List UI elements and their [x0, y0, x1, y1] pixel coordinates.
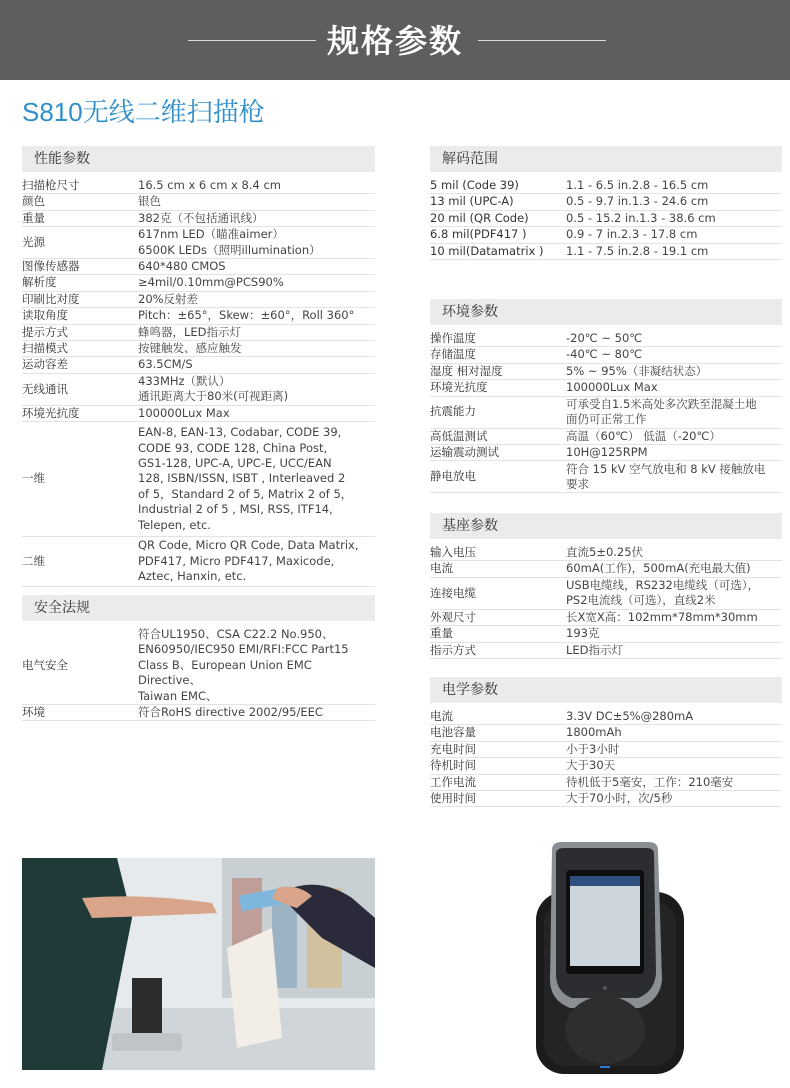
- spec-value: Pitch：±65°，Skew：±60°，Roll 360°: [138, 308, 355, 323]
- spec-row: [430, 725, 782, 741]
- spec-value: 100000Lux Max: [566, 380, 658, 395]
- spec-value: 大于70小时，次/5秒: [566, 791, 673, 806]
- spec-value: 0.9 - 7 in.2.3 - 17.8 cm: [566, 227, 698, 242]
- spec-value: 1.1 - 6.5 in.2.8 - 16.5 cm: [566, 178, 709, 192]
- spec-label: 工作电流: [430, 774, 476, 789]
- spec-row: [430, 758, 782, 774]
- spec-value: 382克（不包括通讯线）: [138, 210, 264, 225]
- spec-label: 环境: [22, 705, 45, 720]
- spec-label: 电池容量: [430, 725, 476, 740]
- spec-row: [22, 227, 375, 259]
- base-section: [430, 513, 782, 659]
- spec-value: 小于3小时: [566, 741, 620, 756]
- spec-row: [22, 357, 375, 373]
- header-banner: [0, 0, 790, 80]
- spec-label: 操作温度: [430, 331, 476, 345]
- spec-value: 银色: [138, 194, 161, 209]
- spec-row: [22, 259, 375, 275]
- spec-row: [430, 397, 782, 429]
- spec-value: 3.3V DC±5%@280mA: [566, 709, 694, 723]
- spec-label: 扫描枪尺寸: [22, 178, 80, 192]
- spec-row: [430, 626, 782, 642]
- store-scene-illustration: [22, 858, 375, 1070]
- spec-label: 重量: [430, 626, 453, 641]
- spec-label: 20 mil (QR Code): [430, 210, 529, 225]
- spec-value: LED指示灯: [566, 642, 624, 657]
- spec-row: [430, 331, 782, 347]
- spec-value: 大于30天: [566, 758, 616, 773]
- spec-row: [430, 227, 782, 243]
- spec-label: 10 mil(Datamatrix ): [430, 243, 544, 258]
- spec-row: [430, 347, 782, 363]
- banner-divider-right: [478, 40, 606, 41]
- safety-section: [22, 595, 375, 721]
- spec-label: 运动容差: [22, 357, 68, 372]
- spec-label: 13 mil (UPC-A): [430, 194, 514, 209]
- spec-label: 提示方式: [22, 324, 68, 339]
- spec-row: [22, 341, 375, 357]
- spec-row: [430, 561, 782, 577]
- spec-value: -40℃ ~ 80℃: [566, 347, 643, 362]
- spec-row: [430, 742, 782, 758]
- spec-label: 光源: [22, 234, 45, 249]
- spec-label: 重量: [22, 210, 45, 225]
- performance-section: [22, 146, 375, 587]
- section-header: 安全法规: [22, 595, 375, 621]
- spec-label: 连接电缆: [430, 585, 476, 600]
- spec-value: 0.5 - 15.2 in.1.3 - 38.6 cm: [566, 210, 716, 225]
- spec-value: 按键触发、感应触发: [138, 341, 242, 356]
- spec-value: 符合UL1950、CSA C22.2 No.950、 EN60950/IEC950 EMI/RFI:FCC Part15 Class B、European Union EMC Directive、 Taiwan EMC、: [138, 627, 349, 703]
- scanner-product-photo: [510, 840, 698, 1076]
- spec-row: [430, 194, 782, 210]
- spec-row: [22, 422, 375, 537]
- spec-label: 环境光抗度: [430, 380, 488, 395]
- spec-label: 电流: [430, 561, 453, 576]
- spec-value: 0.5 - 9.7 in.1.3 - 24.6 cm: [566, 194, 709, 209]
- spec-label: 颜色: [22, 194, 45, 209]
- spec-label: 无线通讯: [22, 381, 68, 396]
- spec-label: 高低温测试: [430, 428, 488, 443]
- spec-label: 扫描模式: [22, 341, 68, 356]
- spec-label: 静电放电: [430, 469, 476, 484]
- spec-value: 5% ~ 95%（非凝结状态）: [566, 363, 708, 378]
- spec-value: QR Code, Micro QR Code, Data Matrix, PDF417, Micro PDF417, Maxicode, Aztec, Hanxin, etc.: [138, 538, 359, 584]
- spec-table: [430, 545, 782, 659]
- spec-value: 100000Lux Max: [138, 405, 230, 420]
- spec-label: 外观尺寸: [430, 609, 476, 624]
- spec-label: 一维: [22, 471, 45, 486]
- electrical-section: [430, 677, 782, 807]
- spec-row: [430, 211, 782, 227]
- spec-value: 高温（60℃） 低温（-20℃）: [566, 428, 721, 443]
- spec-value: 待机低于5毫安，工作：210毫安: [566, 774, 734, 789]
- section-header: 基座参数: [430, 513, 782, 539]
- spec-row: [430, 791, 782, 807]
- spec-value: 20%反射差: [138, 291, 199, 306]
- spec-label: 读取角度: [22, 308, 68, 323]
- spec-label: 5 mil (Code 39): [430, 178, 519, 192]
- spec-label: 6.8 mil(PDF417 ): [430, 227, 527, 242]
- spec-label: 环境光抗度: [22, 405, 80, 420]
- spec-value: 640*480 CMOS: [138, 259, 226, 274]
- spec-label: 待机时间: [430, 758, 476, 773]
- spec-row: [430, 178, 782, 194]
- spec-value: USB电缆线，RS232电缆线（可选）， PS2电流线（可选），直线2米: [566, 577, 760, 608]
- spec-row: [430, 429, 782, 445]
- spec-label: 电流: [430, 709, 453, 723]
- spec-row: [430, 244, 782, 260]
- spec-label: 存储温度: [430, 347, 476, 362]
- spec-label: 抗震能力: [430, 404, 476, 419]
- spec-value: 16.5 cm x 6 cm x 8.4 cm: [138, 178, 281, 192]
- spec-label: 二维: [22, 553, 45, 568]
- spec-value: 433MHz（默认） 通讯距离大于80米(可视距离): [138, 373, 289, 404]
- spec-value: 1800mAh: [566, 725, 622, 740]
- section-header: 性能参数: [22, 146, 375, 172]
- decode-range-section: [430, 146, 782, 260]
- spec-row: [22, 194, 375, 210]
- product-title: S810无线二维扫描枪: [22, 97, 265, 127]
- spec-row: [22, 292, 375, 308]
- spec-value: 1.1 - 7.5 in.2.8 - 19.1 cm: [566, 243, 709, 258]
- spec-table: [430, 331, 782, 493]
- spec-row: [430, 775, 782, 791]
- spec-row: [22, 374, 375, 406]
- spec-value: 193克: [566, 626, 600, 641]
- spec-value: 可承受自1.5米高处多次跌至混凝土地 面仍可正常工作: [566, 396, 757, 427]
- spec-row: [430, 610, 782, 626]
- spec-label: 印刷比对度: [22, 291, 80, 306]
- spec-table: [22, 178, 375, 587]
- spec-row: [430, 445, 782, 461]
- store-checkout-photo: [22, 858, 375, 1070]
- spec-row: [22, 325, 375, 341]
- spec-value: ≥4mil/0.10mm@PCS90%: [138, 275, 284, 290]
- spec-value: 符合RoHS directive 2002/95/EEC: [138, 705, 323, 720]
- section-header: 环境参数: [430, 299, 782, 325]
- spec-row: [22, 406, 375, 422]
- spec-value: 10H@125RPM: [566, 445, 648, 460]
- spec-row: [430, 545, 782, 561]
- spec-row: [22, 627, 375, 705]
- spec-value: 长X宽X高：102mm*78mm*30mm: [566, 609, 758, 624]
- spec-row: [430, 709, 782, 725]
- spec-value: 蜂鸣器，LED指示灯: [138, 324, 242, 339]
- spec-value: 617nm LED（瞄准aimer） 6500K LEDs（照明illumination）: [138, 227, 321, 257]
- spec-value: 63.5CM/S: [138, 357, 193, 372]
- spec-row: [22, 537, 375, 587]
- spec-row: [430, 578, 782, 610]
- spec-row: [430, 643, 782, 659]
- spec-label: 指示方式: [430, 642, 476, 657]
- scanner-device-illustration: [510, 840, 698, 1076]
- spec-table: [430, 709, 782, 807]
- spec-label: 电气安全: [22, 657, 68, 672]
- spec-label: 充电时间: [430, 741, 476, 756]
- section-header: 解码范围: [430, 146, 782, 172]
- spec-row: [22, 211, 375, 227]
- spec-label: 运输震动测试: [430, 445, 499, 460]
- section-header: 电学参数: [430, 677, 782, 703]
- spec-label: 湿度 相对湿度: [430, 363, 503, 378]
- spec-table: [22, 627, 375, 721]
- spec-row: [430, 380, 782, 396]
- spec-label: 使用时间: [430, 791, 476, 806]
- spec-row: [22, 308, 375, 324]
- spec-value: -20℃ ~ 50℃: [566, 331, 643, 345]
- spec-row: [430, 364, 782, 380]
- spec-value: 符合 15 kV 空气放电和 8 kV 接触放电 要求: [566, 461, 766, 491]
- spec-row: [22, 275, 375, 291]
- spec-label: 输入电压: [430, 545, 476, 559]
- spec-value: 直流5±0.25伏: [566, 545, 644, 559]
- spec-row: [430, 461, 782, 493]
- spec-value: 60mA(工作)，500mA(充电最大值): [566, 561, 751, 576]
- spec-table: [430, 178, 782, 260]
- spec-label: 解析度: [22, 275, 57, 290]
- spec-row: [22, 178, 375, 194]
- spec-value: EAN-8, EAN-13, Codabar, CODE 39, CODE 93, CODE 128, China Post, GS1-128, UPC-A, UPC-E, UCC/EAN 128, ISBN/ISSN, ISBT , Interleaved 2 of 5，Standard 2 of 5, Matrix 2 of 5， Industrial 2 of 5 , MSI, RSS, ITF14, Telepen, etc.: [138, 425, 353, 532]
- environment-section: [430, 299, 782, 493]
- spec-label: 图像传感器: [22, 259, 80, 274]
- spec-row: [22, 705, 375, 721]
- page-title: 规格参数: [326, 22, 463, 60]
